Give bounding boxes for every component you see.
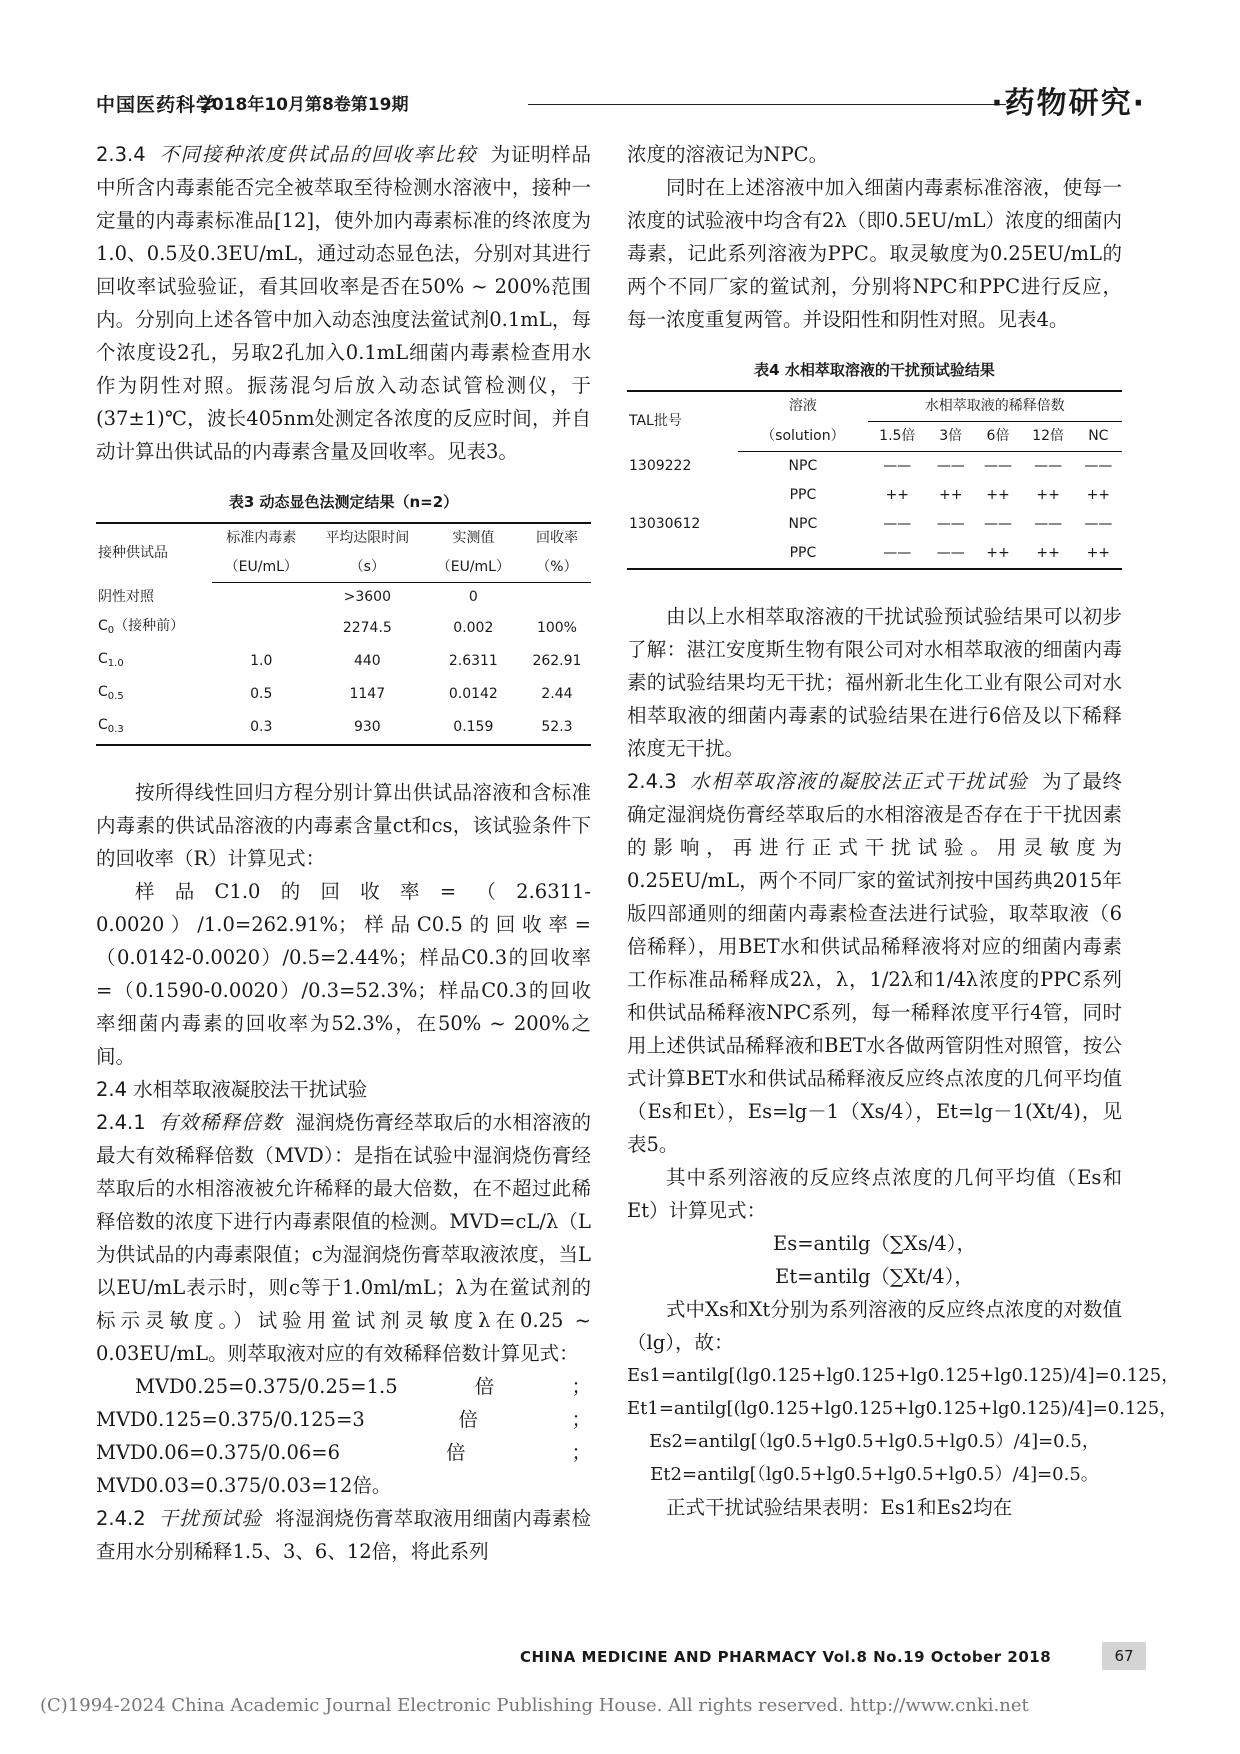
- table-header: 回收率: [523, 523, 591, 553]
- table-header: TAL批号: [627, 391, 738, 452]
- section-title: 不同接种浓度供试品的回收率比较: [159, 143, 478, 166]
- right-column: [627, 138, 1180, 1524]
- paragraph: 同时在上述溶液中加入细菌内毒素标准溶液，使每一浓度的试验液中均含有2λ（即0.5EU/mL）浓度的细菌内毒素，记此系列溶液为PPC。取灵敏度为0.25EU/mL的两个不同厂家的鲎试剂，分别将NPC和PPC进行反应，每一浓度重复两管。并设阳性和阴性对照。见表4。: [627, 176, 1122, 331]
- table-row: $C_{1.0}$ 1.0 440 2.6311 262.91: [98, 651, 582, 669]
- table-unit: （%）: [523, 553, 591, 583]
- formula: Es1=antilg[(lg0.125+lg0.125+lg0.125+lg0.125)/4]=0.125，: [627, 1365, 1180, 1386]
- table-header: 实测值: [424, 523, 523, 553]
- table-header: 标准内毒素: [212, 523, 311, 553]
- table-row: $C_0$（接种前） 2274.5 0.002 100%: [98, 618, 577, 636]
- paragraph: 将湿润烧伤膏萃取液用细菌内毒素检查用水分别稀释1.5、3、6、12倍，将此系列: [96, 1507, 591, 1563]
- paragraph: 样品C1.0的回收率=（2.6311-0.0020）/1.0=262.91%；样品C0.5的回收率=（0.0142-0.0020）/0.5=2.44%；样品C0.3的回收率=（0.1590-0.0020）/0.3=52.3%；样品C0.3的回收率细菌内毒素的回收率为52.3%，在50% ~ 200%之间。: [96, 880, 591, 1068]
- page-header: [96, 78, 1146, 122]
- table-header: 3倍: [927, 422, 974, 452]
- table-header: 接种供试品: [96, 523, 212, 583]
- table-unit: （EU/mL）: [212, 553, 311, 583]
- table3: [96, 522, 591, 746]
- paragraph: 为了最终确定湿润烧伤膏经萃取后的水相溶液是否存在于干扰因素的影响，再进行正式干扰试验。用灵敏度为0.25EU/mL，两个不同厂家的鲎试剂按中国药典2015年版四部通则的细菌内毒素检查法进行试验，取萃取液（6倍稀释），用BET水和供试品稀释液将对应的细菌内毒素工作标准品稀释成2λ，λ，1/2λ和1/4λ浓度的PPC系列和供试品稀释液NPC系列，每一稀释浓度平行4管，同时用上述供试品稀释液和BET水各做两管阴性对照管，按公式计算BET水和供试品稀释液反应终点浓度的几何平均值（Es和Et），Es=lg－1（Xs/4），Et=lg－1(Xt/4)，见表5。: [627, 770, 1122, 1156]
- section-title: 有效稀释倍数: [158, 1111, 283, 1134]
- table-header: 1.5倍: [868, 422, 928, 452]
- table-row: 阴性对照 >3600 0: [98, 588, 478, 605]
- section-2-4-1: 2.4.1 有效稀释倍数 湿润烧伤膏经萃取后的水相溶液的最大有效稀释倍数（MVD）：是指在试验中湿润烧伤膏经萃取后的水相溶液被允许稀释的最大倍数，在不超过此稀释倍数的浓度下进行内毒素限值的检测。MVD=cL/λ（L为供试品的内毒素限值；c为湿润烧伤膏萃取液浓度，当L以EU/mL表示时，则c等于1.0ml/mL；λ为在鲎试剂的标示灵敏度。）试验用鲎试剂灵敏度λ在0.25 ~ 0.03EU/mL。则萃取液对应的有效稀释倍数计算见式：: [96, 1111, 591, 1365]
- journal-name: 中国医药科学: [96, 94, 217, 116]
- formula: Es=antilg（∑Xs/4），: [772, 1232, 977, 1255]
- paragraph: 其中系列溶液的反应终点浓度的几何平均值（Es和Et）计算见式：: [627, 1166, 1122, 1222]
- formula: Et2=antilg[（lg0.5+lg0.5+lg0.5+lg0.5）/4]=0.5。: [650, 1464, 1099, 1485]
- paragraph: 浓度的溶液记为NPC。: [627, 143, 829, 166]
- table-header: 平均达限时间: [311, 523, 424, 553]
- formula: Et=antilg（∑Xt/4），: [775, 1265, 974, 1288]
- table-header: 溶液: [738, 391, 867, 422]
- left-column: [96, 138, 591, 1568]
- section-2-4: 2.4 水相萃取液凝胶法干扰试验: [96, 1078, 368, 1101]
- issue-info: 2018年10月第8卷第19期: [200, 95, 409, 115]
- table-row: 13030612 NPC —— —— —— —— ——: [629, 516, 1113, 532]
- paragraph: 为证明样品中所含内毒素能否完全被萃取至待检测水溶液中，接种一定量的内毒素标准品[12]，使外加内毒素标准的终浓度为1.0、0.5及0.3EU/mL，通过动态显色法，分别对其进行回收率试验验证，看其回收率是否在50% ~ 200%范围内。分别向上述各管中加入动态浊度法鲎试剂0.1mL，每个浓度设2孔，另取2孔加入0.1mL细菌内毒素检查用水作为阴性对照。振荡混匀后放入动态试管检测仪，于(37±1)℃，波长405nm处测定各浓度的反应时间，并自动计算出供试品的内毒素含量及回收率。见表3。: [96, 143, 591, 463]
- table-header: （solution）: [738, 422, 867, 452]
- section-label: ·药物研究·: [991, 86, 1146, 121]
- table-row: 1309222 NPC —— —— —— —— ——: [629, 457, 1113, 474]
- paragraph: 湿润烧伤膏经萃取后的水相溶液的最大有效稀释倍数（MVD）：是指在试验中湿润烧伤膏经萃取后的水相溶液被允许稀释的最大倍数，在不超过此稀释倍数的浓度下进行内毒素限值的检测。MVD=cL/λ（L为供试品的内毒素限值；c为湿润烧伤膏萃取液浓度，当L以EU/mL表示时，则c等于1.0ml/mL；λ为在鲎试剂的标示灵敏度。）试验用鲎试剂灵敏度λ在0.25 ~ 0.03EU/mL。则萃取液对应的有效稀释倍数计算见式：: [96, 1111, 591, 1365]
- formula: Es2=antilg[（lg0.5+lg0.5+lg0.5+lg0.5）/4]=0.5，: [649, 1431, 1100, 1452]
- table-row: $C_{0.5}$ 0.5 1147 0.0142 2.44: [98, 684, 573, 702]
- paragraph: 正式干扰试验结果表明：Es1和Es2均在: [666, 1496, 1013, 1519]
- formula: Et1=antilg[(lg0.125+lg0.125+lg0.125+lg0.125)/4]=0.125，: [627, 1398, 1178, 1419]
- header-rule: [528, 104, 1006, 105]
- table-row: $C_{0.3}$ 0.3 930 0.159 52.3: [96, 711, 591, 745]
- footer-journal: CHINA MEDICINE AND PHARMACY Vol.8 No.19 October 2018: [520, 1648, 1052, 1666]
- table4: [627, 390, 1122, 570]
- paragraph: 式中Xs和Xt分别为系列溶液的反应终点浓度的对数值（lg），故：: [627, 1298, 1122, 1354]
- table-header: 水相萃取液的稀释倍数: [868, 391, 1122, 422]
- paragraph: 由以上水相萃取溶液的干扰试验预试验结果可以初步了解：湛江安度斯生物有限公司对水相萃取液的细菌内毒素的试验结果均无干扰；福州新北生化工业有限公司对水相萃取液的细菌内毒素的试验结果在进行6倍及以下稀释浓度无干扰。: [627, 605, 1122, 760]
- table-row: PPC —— —— ++ ++ ++: [627, 539, 1122, 569]
- paragraph: MVD0.25=0.375/0.25=1.5倍；MVD0.125=0.375/0.125=3倍；MVD0.06=0.375/0.06=6倍；MVD0.03=0.375/0.03=12倍。: [96, 1375, 591, 1497]
- table-header: NC: [1075, 422, 1122, 452]
- table3-caption: 表3 动态显色法测定结果（n=2）: [228, 493, 459, 511]
- section-2-4-3: 2.4.3 水相萃取溶液的凝胶法正式干扰试验 为了最终确定湿润烧伤膏经萃取后的水相溶液是否存在于干扰因素的影响，再进行正式干扰试验。用灵敏度为0.25EU/mL，两个不同厂家的鲎试剂按中国药典2015年版四部通则的细菌内毒素检查法进行试验，取萃取液（6倍稀释），用BET水和供试品稀释液将对应的细菌内毒素工作标准品稀释成2λ，λ，1/2λ和1/4λ浓度的PPC系列和供试品稀释液NPC系列，每一稀释浓度平行4管，同时用上述供试品稀释液和BET水各做两管阴性对照管，按公式计算BET水和供试品稀释液反应终点浓度的几何平均值（Es和Et），Es=lg－1（Xs/4），Et=lg－1(Xt/4)，见表5。: [627, 770, 1122, 1156]
- section-2-4-2: 2.4.2 干扰预试验 将湿润烧伤膏萃取液用细菌内毒素检查用水分别稀释1.5、3、6、12倍，将此系列: [96, 1507, 591, 1563]
- page-number: 67: [1102, 1642, 1146, 1670]
- table-header: 12倍: [1022, 422, 1075, 452]
- table-header: 6倍: [974, 422, 1021, 452]
- section-title: 水相萃取溶液的凝胶法正式干扰试验: [690, 770, 1029, 793]
- section-title: 干扰预试验: [158, 1507, 263, 1530]
- table-row: PPC ++ ++ ++ ++ ++: [789, 487, 1111, 503]
- page-footer: [520, 1642, 1146, 1672]
- section-2-3-4: 2.3.4 不同接种浓度供试品的回收率比较 为证明样品中所含内毒素能否完全被萃取至待检测水溶液中，接种一定量的内毒素标准品[12]，使外加内毒素标准的终浓度为1.0、0.5及0.3EU/mL，通过动态显色法，分别对其进行回收率试验验证，看其回收率是否在50% ~ 200%范围内。分别向上述各管中加入动态浊度法鲎试剂0.1mL，每个浓度设2孔，另取2孔加入0.1mL细菌内毒素检查用水作为阴性对照。振荡混匀后放入动态试管检测仪，于(37±1)℃，波长405nm处测定各浓度的反应时间，并自动计算出供试品的内毒素含量及回收率。见表3。: [96, 143, 591, 463]
- table-unit: （s）: [311, 553, 424, 583]
- paragraph: 按所得线性回归方程分别计算出供试品溶液和含标准内毒素的供试品溶液的内毒素含量ct和cs，该试验条件下的回收率（R）计算见式：: [96, 781, 591, 870]
- table-unit: （EU/mL）: [424, 553, 523, 583]
- table4-caption: 表4 水相萃取溶液的干扰预试验结果: [754, 361, 995, 379]
- copyright-line: (C)1994-2024 China Academic Journal Electronic Publishing House. All rights reserved. http://www.cnki.net: [40, 1695, 1029, 1716]
